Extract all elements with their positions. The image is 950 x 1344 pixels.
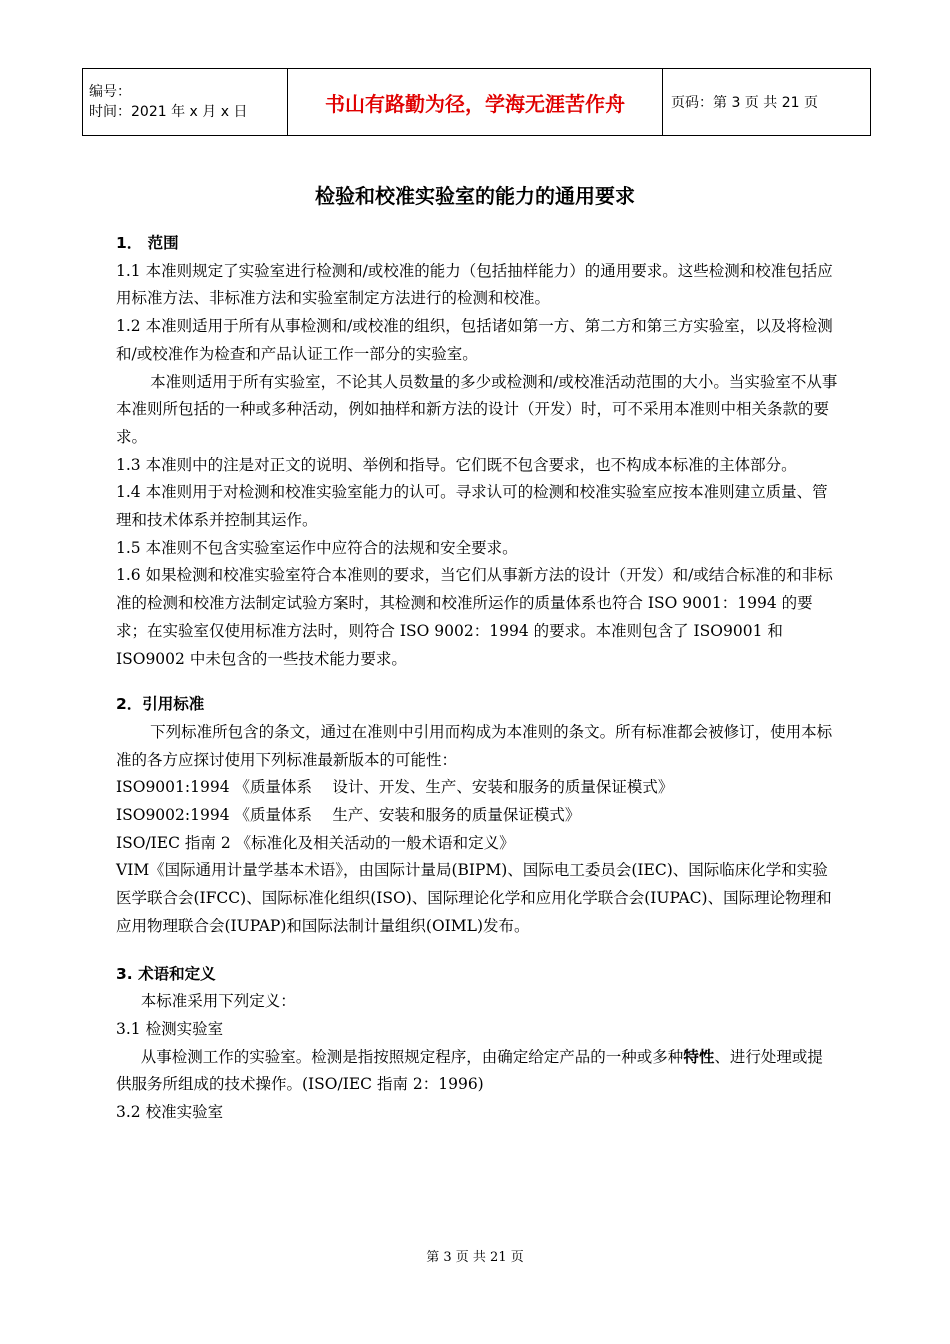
paragraph-3-intro: 本标准采用下列定义： [140,992,296,1011]
paragraph-3-1-definition [116,1044,838,1099]
spacer [116,941,838,961]
page-footer: 第 3 页 共 21 页 [426,1250,524,1265]
document-number-label: 编号： [89,84,131,100]
paragraph-1-5: 1.5 本准则不包含实验室运作中应符合的法规和安全要求。 [116,538,518,557]
paragraph-1-2-continued: 本准则适用于所有实验室，不论其人员数量的多少或检测和/或校准活动范围的大小。当实验室不从事本准则所包括的一种或多种活动，例如抽样和新方法的设计（开发）时，可不采用本准则中相关条款的要求。 [116,372,838,446]
header-page-info: 页码：第 3 页 共 21 页 [663,69,871,136]
paragraph-3-1-heading: 3.1 检测实验室 [116,1019,224,1038]
section-heading-scope: 1． 范围 [116,234,179,252]
reference-iso-iec-guide2: ISO/IEC 指南 2 《标准化及相关活动的一般术语和定义》 [116,833,515,852]
paragraph-3-2-heading: 3.2 校准实验室 [116,1103,224,1122]
definition-text-b: 、进行处理或提供服务所组成的技术操作。(ISO/IEC 指南 2：1996) [116,1047,823,1094]
reference-iso9002: ISO9002:1994 《质量体系 生产、安装和服务的质量保证模式》 [116,806,581,825]
header-meta-cell [83,69,288,136]
paragraph-1-2: 1.2 本准则适用于所有从事检测和/或校准的组织，包括诸如第一方、第二方和第三方实验室，以及将检测和/或校准作为检查和产品认证工作一部分的实验室。 [116,317,833,363]
paragraph-1-4: 1.4 本准则用于对检测和校准实验室能力的认可。寻求认可的检测和校准实验室应按本准则建立质量、管理和技术体系并控制其运作。 [116,483,828,530]
document-date: 时间：2021 年 x 月 x 日 [89,104,248,120]
paragraph-1-3: 1.3 本准则中的注是对正文的说明、举例和指导。它们既不包含要求，也不构成本标准的主体部分。 [116,455,797,474]
paragraph-2-intro: 下列标准所包含的条文，通过在准则中引用而构成为本准则的条文。所有标准都会被修订，使用本标准的各方应探讨使用下列标准最新版本的可能性： [116,722,833,769]
spacer [116,673,838,691]
section-heading-references: 2．引用标准 [116,695,205,714]
section-heading-terms: 3. 术语和定义 [116,964,216,983]
reference-iso9001: ISO9001:1994 《质量体系 设计、开发、生产、安装和服务的质量保证模式》 [116,778,674,797]
reference-vim: VIM《国际通用计量学基本术语》，由国际计量局(BIPM)、国际电工委员会(IEC)、国际临床化学和实验医学联合会(IFCC)、国际标准化组织(ISO)、国际理论化学和应用化学联合会(IUPAC)、国际理论物理和应用物理联合会(IUPAP)和国际法制计量组织(OIML)发布。 [116,861,832,935]
definition-bold-term: 特性 [683,1047,715,1066]
definition-text-a: 从事检测工作的实验室。检测是指按照规定程序，由确定给定产品的一种或多种 [140,1047,684,1066]
document-body [116,230,838,1127]
header-motto: 书山有路勤为径，学海无涯苦作舟 [288,69,663,136]
header-table [82,68,871,136]
paragraph-1-1: 1.1 本准则规定了实验室进行检测和/或校准的能力（包括抽样能力）的通用要求。这些检测和校准包括应用标准方法、非标准方法和实验室制定方法进行的检测和校准。 [116,261,833,308]
paragraph-1-6: 1.6 如果检测和校准实验室符合本准则的要求，当它们从事新方法的设计（开发）和/或结合标准的和非标准的检测和校准方法制定试验方案时，其检测和校准所运作的质量体系也符合 ISO 9001：1994 的要求；在实验室仅使用标准方法时，则符合 ISO 9002：1994 的要求。本准则包含了 ISO9001 和 ISO9002 中未包含的一些技术能力要求。 [116,566,833,668]
document-title: 检验和校准实验室的能力的通用要求 [315,184,635,208]
